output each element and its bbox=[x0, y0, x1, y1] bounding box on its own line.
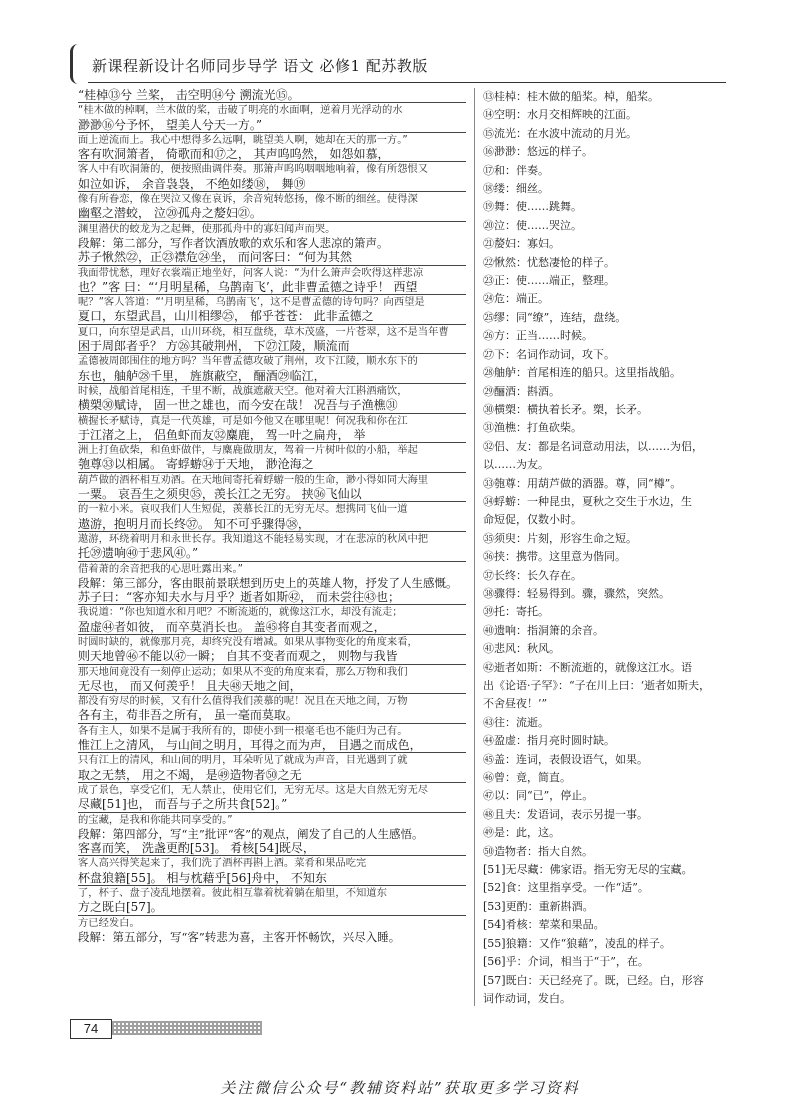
annotation-note: [52]食：这里指享受。一作“适”。 bbox=[483, 881, 649, 895]
annotation-note: ㊸往：流逝。 bbox=[483, 715, 549, 729]
original-text-line: 渺渺⑯兮予怀， 望美人兮天一方。” bbox=[78, 118, 466, 133]
annotation-note: ㊷逝者如斯：不断流逝的，就像这江水。语 bbox=[483, 660, 692, 674]
annotation-note: ㉚横槊：横执着长矛。槊，长矛。 bbox=[483, 402, 648, 416]
translation-line: 了，杯子、盘子凌乱地摆着。彼此相互靠着枕着躺在船里，不知道东 bbox=[78, 887, 387, 900]
translation-line: 渊里潜伏的蛟龙为之起舞，使那孤舟中的寡妇闻声而哭。 bbox=[78, 222, 336, 235]
translation-line: 横握长矛赋诗，真是一代英雄，可是如今他又在哪里呢！何况我和你在江 bbox=[78, 414, 408, 427]
annotation-note: 出《论语·子罕》：“子在川上曰：‘逝者如斯夫， bbox=[483, 679, 711, 692]
annotation-note: 词作动词，发白。 bbox=[483, 991, 571, 1005]
annotation-note: ㊵遗响：指洞箫的余音。 bbox=[483, 623, 604, 637]
translation-line: 那天地间竟没有一刻停止运动；如果从不变的角度来看，那么万物和我们 bbox=[78, 665, 408, 678]
annotation-note: 不舍昼夜！’” bbox=[483, 697, 548, 711]
section-analysis-line: 段解：第五部分，写“客”转悲为喜，主客开怀畅饮，兴尽入睡。 bbox=[78, 929, 401, 944]
translation-line: 的一粒小米。哀叹我们人生短促，羡慕长江的无穷无尽。想携同飞仙一道 bbox=[78, 503, 408, 516]
translation-line: 都没有穷尽的时候，又有什么值得我们羡慕的呢！况且在天地之间，万物 bbox=[78, 695, 408, 708]
original-text-line: 尽藏[51]也， 而吾与子之所共食[52]。” bbox=[78, 797, 466, 812]
annotation-note: ⑲舞：使……跳舞。 bbox=[483, 200, 582, 214]
original-text-line: “桂棹⑬兮 兰桨， 击空明⑭兮 溯流光⑮。 bbox=[78, 88, 466, 103]
annotation-note: [54]肴核：荤菜和果品。 bbox=[483, 918, 605, 932]
translation-line: 只有江上的清风，和山间的明月，耳朵听见了就成为声音，目光遇到了就 bbox=[78, 754, 408, 767]
translation-line: 呢？”客人答道：“‘月明星稀，乌鹊南飞’，这不是曹孟德的诗句吗？向西望是 bbox=[78, 296, 425, 309]
column-divider bbox=[474, 88, 475, 1006]
annotation-note: ㉖方：正当……时候。 bbox=[483, 329, 593, 343]
annotation-note: ㉑嫠妇：寡妇。 bbox=[483, 237, 560, 251]
annotation-note: ㊱挟：携带。这里意为偕同。 bbox=[483, 550, 626, 564]
annotation-note: ㊹盈虚：指月亮时圆时缺。 bbox=[483, 734, 615, 748]
annotation-note: ㊿造物者：指大自然。 bbox=[483, 844, 593, 858]
annotation-note: ㉝匏尊：用葫芦做的酒器。尊，同“樽”。 bbox=[483, 476, 682, 490]
translation-line: 时圆时缺的，就像那月亮，却终究没有增减。如果从事物变化的角度来看， bbox=[78, 635, 418, 648]
original-text-line: 于江渚之上， 侣鱼虾而友㉜麋鹿， 驾一叶之扁舟， 举 bbox=[78, 428, 466, 443]
annotation-note: ㉙酾酒：斟酒。 bbox=[483, 384, 560, 398]
original-text-line: 幽壑之潜蛟， 泣⑳孤舟之嫠妇㉑。 bbox=[78, 206, 466, 221]
original-text-line: 夏口，东望武昌，山川相缪㉕， 郁乎苍苍： 此非孟德之 bbox=[78, 309, 466, 324]
translation-line: 客人高兴得笑起来了，我们洗了酒杯再斟上酒。菜肴和果品吃完 bbox=[78, 857, 367, 870]
original-text-line: 杯盘狼籍[55]。 相与枕藉乎[56]舟中， 不知东 bbox=[78, 871, 466, 886]
annotation-note: ㉞蜉蝣：一种昆虫，夏秋之交生于水边，生 bbox=[483, 494, 692, 508]
translation-line: 夏口，向东望是武昌，山川环绕，相互盘绕，草木茂盛，一片苍翠，这不是当年曹 bbox=[78, 325, 449, 338]
original-text-line: 困于周郎者乎？ 方㉖其破荆州， 下㉗江陵，顺流而 bbox=[78, 339, 466, 354]
annotation-note: ㊺盖：连词，表假设语气，如果。 bbox=[483, 752, 648, 766]
original-text-line: 东也，舳舻㉘千里， 旌旗蔽空， 酾酒㉙临江， bbox=[78, 369, 466, 384]
annotation-note: ㊽且夫：发语词，表示另提一事。 bbox=[483, 807, 648, 821]
running-header: 新课程新设计名师同步导学 语文 必修1 配苏教版 bbox=[92, 57, 428, 75]
translation-line: 葫芦做的酒杯相互劝酒。在天地间寄托着蜉蝣一般的生命，渺小得如同大海里 bbox=[78, 473, 429, 486]
translation-line: 我说道：“你也知道水和月吧？不断流逝的，就像这江水，却没有流走； bbox=[78, 606, 403, 619]
annotation-note: ㉟须臾：片刻，形容生命之短。 bbox=[483, 531, 637, 545]
original-text-line: 取之无禁， 用之不竭， 是㊾造物者㊿之无 bbox=[78, 768, 466, 783]
annotation-note: ㉕缪：同“缭”，连结，盘绕。 bbox=[483, 310, 627, 324]
annotation-note: ㊼以：同“已”，停止。 bbox=[483, 789, 594, 803]
annotation-note: ⑮流光：在水波中流动的月光。 bbox=[483, 126, 637, 140]
translation-line: 的宝藏，是我和你能共同享受的。” bbox=[78, 813, 233, 826]
original-text-line: 方之既白[57]。 bbox=[78, 900, 466, 915]
annotation-note: ⑱缕：细丝。 bbox=[483, 182, 549, 196]
annotation-note: ㉛渔樵：打鱼砍柴。 bbox=[483, 421, 582, 435]
annotation-note: [55]狼籍：又作“狼藉”，凌乱的样子。 bbox=[483, 936, 671, 950]
original-text-line: 遨游，抱明月而长终㊲。 知不可乎骤得㊳， bbox=[78, 517, 466, 532]
annotation-note: [57]既白：天已经亮了。既，已经。白，形容 bbox=[483, 973, 704, 987]
annotation-note: ㊾是：此，这。 bbox=[483, 826, 560, 840]
original-text-line: 盈虚㊹者如彼， 而卒莫消长也。 盖㊺将自其变者而观之， bbox=[78, 620, 466, 635]
translation-line: 时候，战船首尾相连，千里不断，战旗遮蔽天空。他对着大江斟酒痛饮， bbox=[78, 384, 408, 397]
translation-line: 面上逆流而上。我心中想得多么远啊，眺望美人啊，她却在天的那一方。” bbox=[78, 133, 408, 146]
original-text-line: 托㊴遗响㊵于悲风㊶。” bbox=[78, 546, 466, 561]
original-text-line: 无尽也， 而又何羡乎！ 且夫㊽天地之间， bbox=[78, 679, 466, 694]
section-analysis-line: 段解：第四部分，写“主”批评“客”的观点，阐发了自己的人生感悟。 bbox=[78, 826, 424, 841]
original-text-line: 横槊㉚赋诗， 固一世之雄也，而今安在哉！ 况吾与子渔樵㉛ bbox=[78, 398, 466, 413]
annotation-note: [51]无尽藏：佛家语。指无穷无尽的宝藏。 bbox=[483, 863, 693, 877]
original-text-line: 苏子愀然㉒，正㉓襟危㉔坐， 而问客曰：“何为其然 bbox=[78, 250, 466, 265]
annotation-note: ⑯渺渺：悠远的样子。 bbox=[483, 145, 593, 159]
original-text-line: 苏子曰：“客亦知夫水与月乎？逝者如斯㊷， 而未尝往㊸也； bbox=[78, 590, 466, 605]
annotation-note: ㉔危：端正。 bbox=[483, 292, 549, 306]
annotation-note: [53]更酌：重新斟酒。 bbox=[483, 899, 594, 913]
annotation-note: ㉘舳舻：首尾相连的船只。这里指战船。 bbox=[483, 366, 681, 380]
annotation-note: ㊳骤得：轻易得到。骤，骤然，突然。 bbox=[483, 586, 670, 600]
section-analysis-line: 段解：第三部分，客由眼前景联想到历史上的英雄人物，抒发了人生感慨。 bbox=[78, 575, 458, 590]
original-text-line: 则天地曾㊻不能以㊼一瞬； 自其不变者而观之， 则物与我皆 bbox=[78, 649, 466, 664]
annotation-note: ㉒愀然：忧愁凄怆的样子。 bbox=[483, 255, 615, 269]
page-number: 74 bbox=[70, 1019, 112, 1039]
original-text-line: 客喜而笑， 洗盏更酌[53]。 肴核[54]既尽， bbox=[78, 841, 466, 856]
original-text-line: 各有主，苟非吾之所有， 虽一毫而莫取。 bbox=[78, 708, 466, 723]
footer-note: 关注微信公众号“教辅资料站”获取更多学习资料 bbox=[220, 1079, 580, 1097]
translation-line: 方已经发白。 bbox=[78, 916, 140, 929]
section-analysis-line: 段解：第二部分，写作者饮酒放歌的欢乐和客人悲凉的箫声。 bbox=[78, 235, 389, 250]
translation-line: “桂木做的棹啊，兰木做的桨，击破了明亮的水面啊，逆着月光浮动的水 bbox=[78, 104, 403, 117]
original-text-line: 惟江上之清风， 与山间之明月，耳得之而为声， 目遇之而成色， bbox=[78, 738, 466, 753]
translation-line: 各有主人，如果不是属于我所有的，即使小到一根毫毛也不能归为己有。 bbox=[78, 724, 408, 737]
translation-line: 客人中有吹洞箫的，便按照曲调伴奏。那箫声呜呜咽咽地响着，像有所怨恨又 bbox=[78, 163, 429, 176]
translation-line: 像有所眷恋，像在哭泣又像在哀诉，余音宛转悠扬，像不断的细丝。使得深 bbox=[78, 193, 418, 206]
annotation-note: ㉓正：使……端正，整理。 bbox=[483, 274, 615, 288]
annotation-note: ㊴托：寄托。 bbox=[483, 605, 549, 619]
annotation-note: [56]乎：介词，相当于“于”，在。 bbox=[483, 955, 649, 969]
translation-line: 我面带忧愁，理好衣裳端正地坐好，问客人说：“为什么箫声会吹得这样悲凉 bbox=[78, 266, 424, 279]
annotation-note: ㊶悲风：秋风。 bbox=[483, 642, 560, 656]
original-text-line: 一粟。 哀吾生之须臾㉟，羡长江之无穷。 挟㊱飞仙以 bbox=[78, 487, 466, 502]
original-text-line: 如泣如诉， 余音袅袅， 不绝如缕⑱， 舞⑲ bbox=[78, 177, 466, 192]
annotation-note: 命短促，仅数小时。 bbox=[483, 513, 582, 527]
translation-line: 孟德被周郎围住的地方吗？当年曹孟德攻破了荆州，攻下江陵，顺水东下的 bbox=[78, 355, 418, 368]
translation-line: 成了景色，享受它们，无人禁止，使用它们，无穷无尽。这是大自然无穷无尽 bbox=[78, 783, 429, 796]
annotation-note: ⑳泣：使……哭泣。 bbox=[483, 218, 582, 232]
annotation-note: ㉜侣、友：都是名词意动用法，以……为侣， bbox=[483, 439, 703, 453]
annotation-note: ㉗下：名词作动词，攻下。 bbox=[483, 347, 615, 361]
translation-line: 借着萧的余音把我的心思吐露出来。” bbox=[78, 562, 243, 575]
translation-line: 遨游，环绕着明月和永世长存。我知道这不能轻易实现，才在悲凉的秋风中把 bbox=[78, 532, 429, 545]
annotation-note: ⑭空明：水月交相辉映的江面。 bbox=[483, 108, 637, 122]
annotation-note: ⑰和：伴奏。 bbox=[483, 163, 549, 177]
annotation-note: ㊲长终：长久存在。 bbox=[483, 568, 582, 582]
original-text-line: 也？”客 曰：“‘月明星稀，乌鹊南飞’，此非曹孟德之诗乎！ 西望 bbox=[78, 280, 466, 295]
page-number-decoration bbox=[112, 1021, 262, 1035]
original-text-line: 客有吹洞箫者， 倚歌而和⑰之， 其声呜呜然， 如怨如慕， bbox=[78, 147, 466, 162]
annotation-column bbox=[483, 88, 733, 1008]
original-text-line: 匏尊㉝以相属。 寄蜉蝣㉞于天地， 渺沧海之 bbox=[78, 457, 466, 472]
annotation-note: 以……为友。 bbox=[483, 458, 549, 472]
annotation-note: ㊻曾：竟，简直。 bbox=[483, 771, 571, 785]
text-translation-column bbox=[78, 88, 466, 944]
translation-line: 洲上打鱼砍柴，和鱼虾做伴，与麋鹿做朋友，驾着一片树叶似的小船，举起 bbox=[78, 444, 418, 457]
annotation-note: ⑬桂棹：桂木做的船桨。棹，船桨。 bbox=[483, 90, 659, 103]
header-rule bbox=[88, 82, 726, 83]
header-bracket-mark bbox=[70, 44, 83, 84]
